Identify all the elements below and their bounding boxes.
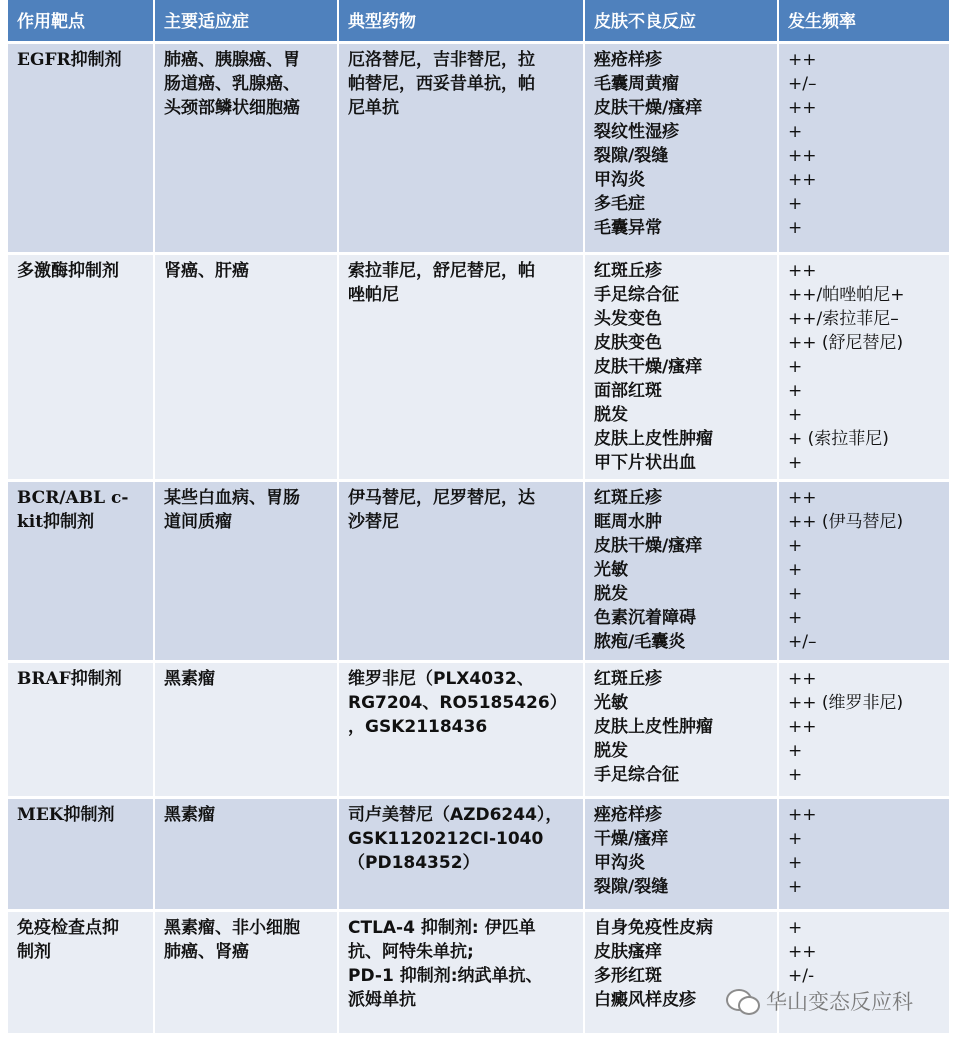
target-line: EGFR抑制剂	[17, 50, 122, 70]
frequency-cell	[779, 255, 949, 482]
reactions-line: 手足综合征	[594, 285, 679, 305]
indication-cell	[155, 663, 337, 799]
target-line: BCR/ABL c-	[17, 488, 129, 508]
target-line: BRAF抑制剂	[17, 669, 122, 689]
indication-cell	[155, 44, 337, 255]
frequency-line: ++ (伊马替尼)	[788, 512, 904, 532]
target-cell	[8, 663, 153, 799]
frequency-line: ++ (维罗非尼)	[788, 693, 904, 713]
indication-line: 某些白血病、胃肠	[164, 488, 300, 508]
frequency-line: +	[788, 918, 803, 938]
reactions-line: 皮肤瘙痒	[594, 942, 662, 962]
reactions-line: 面部红斑	[594, 381, 662, 401]
frequency-line: +	[788, 741, 803, 761]
frequency-line: +	[788, 584, 803, 604]
frequency-line: +	[788, 560, 803, 580]
frequency-line: +	[788, 765, 803, 785]
watermark-text: 华山变态反应科	[766, 990, 913, 1014]
drugs-cell	[339, 663, 583, 799]
drugs-line: 索拉菲尼，舒尼替尼，帕	[348, 261, 535, 281]
frequency-line: +	[788, 405, 803, 425]
header-reactions: 皮肤不良反应	[585, 0, 777, 44]
target-cell	[8, 799, 153, 912]
drugs-line: ，GSK2118436	[348, 717, 488, 737]
reactions-line: 毛囊异常	[594, 218, 662, 238]
indication-line: 黑素瘤、非小细胞	[164, 918, 300, 938]
frequency-line: +	[788, 608, 803, 628]
header-frequency: 发生频率	[779, 0, 949, 44]
reactions-line: 皮肤干燥/瘙痒	[594, 98, 703, 118]
frequency-line: +	[788, 829, 803, 849]
drugs-line: 司卢美替尼（AZD6244），	[348, 805, 563, 825]
reactions-line: 色素沉着障碍	[594, 608, 696, 628]
drugs-line: CTLA-4 抑制剂: 伊匹单	[348, 918, 536, 938]
reactions-line: 多形红斑	[594, 966, 662, 986]
frequency-cell	[779, 799, 949, 912]
frequency-cell	[779, 44, 949, 255]
table-row	[8, 44, 949, 255]
reactions-line: 甲沟炎	[594, 853, 645, 873]
frequency-line: ++/索拉菲尼–	[788, 309, 899, 329]
drugs-line: 维罗非尼（PLX4032、	[348, 669, 534, 689]
reactions-cell	[585, 799, 777, 912]
drugs-line: GSK1120212CI-1040	[348, 829, 544, 849]
frequency-line: ++	[788, 261, 817, 281]
header-row	[8, 0, 949, 44]
target-line: 免疫检查点抑	[17, 918, 119, 938]
target-line: MEK抑制剂	[17, 805, 115, 825]
reactions-cell	[585, 255, 777, 482]
frequency-line: +	[788, 877, 803, 897]
reactions-line: 干燥/瘙痒	[594, 829, 669, 849]
target-cell	[8, 255, 153, 482]
frequency-line: ++	[788, 98, 817, 118]
frequency-line: +	[788, 122, 803, 142]
indication-line: 肠道癌、乳腺癌、	[164, 74, 300, 94]
reactions-line: 多毛症	[594, 194, 645, 214]
reactions-line: 光敏	[594, 693, 628, 713]
reactions-line: 手足综合征	[594, 765, 679, 785]
indication-cell	[155, 912, 337, 1036]
drugs-cell	[339, 912, 583, 1036]
drugs-line: 唑帕尼	[348, 285, 399, 305]
reactions-line: 皮肤上皮性肿瘤	[594, 429, 713, 449]
drugs-line: 帕替尼，西妥昔单抗，帕	[348, 74, 535, 94]
reactions-line: 眶周水肿	[594, 512, 662, 532]
frequency-line: ++ (舒尼替尼)	[788, 333, 904, 353]
reactions-line: 皮肤干燥/瘙痒	[594, 536, 703, 556]
reactions-line: 脱发	[594, 741, 628, 761]
frequency-line: +/–	[788, 632, 817, 652]
indication-line: 黑素瘤	[164, 805, 215, 825]
indication-cell	[155, 482, 337, 663]
frequency-line: +/–	[788, 74, 817, 94]
wechat-logo-icon	[726, 987, 760, 1015]
reactions-line: 白癜风样皮疹	[594, 990, 696, 1010]
drugs-cell	[339, 482, 583, 663]
indication-line: 道间质瘤	[164, 512, 232, 532]
reactions-line: 裂纹性湿疹	[594, 122, 679, 142]
reactions-cell	[585, 912, 777, 1036]
reactions-line: 头发变色	[594, 309, 662, 329]
reactions-line: 皮肤干燥/瘙痒	[594, 357, 703, 377]
reactions-line: 甲下片状出血	[594, 453, 696, 473]
drugs-line: （PD184352）	[348, 853, 480, 873]
frequency-line: +	[788, 536, 803, 556]
reactions-line: 红斑丘疹	[594, 261, 662, 281]
frequency-line: +	[788, 357, 803, 377]
table-row	[8, 912, 949, 1036]
reactions-line: 光敏	[594, 560, 628, 580]
reactions-line: 脱发	[594, 405, 628, 425]
indication-line: 肾癌、肝癌	[164, 261, 249, 281]
reactions-cell	[585, 482, 777, 663]
indication-line: 肺癌、胰腺癌、胃	[164, 50, 300, 70]
drugs-cell	[339, 44, 583, 255]
reactions-line: 甲沟炎	[594, 170, 645, 190]
drugs-cell	[339, 799, 583, 912]
frequency-line: +	[788, 194, 803, 214]
header-drugs: 典型药物	[339, 0, 583, 44]
reactions-cell	[585, 44, 777, 255]
target-line: 多激酶抑制剂	[17, 261, 119, 281]
reactions-line: 皮肤上皮性肿瘤	[594, 717, 713, 737]
drugs-cell	[339, 255, 583, 482]
table-row	[8, 799, 949, 912]
drugs-line: PD-1 抑制剂:纳武单抗、	[348, 966, 543, 986]
reactions-line: 痤疮样疹	[594, 805, 662, 825]
reactions-line: 皮肤变色	[594, 333, 662, 353]
frequency-line: ++	[788, 170, 817, 190]
reactions-line: 裂隙/裂缝	[594, 877, 669, 897]
header-indication: 主要适应症	[155, 0, 337, 44]
drugs-line: 抗、阿特朱单抗;	[348, 942, 474, 962]
indication-cell	[155, 799, 337, 912]
frequency-line: ++	[788, 805, 817, 825]
drugs-line: 尼单抗	[348, 98, 399, 118]
frequency-line: + (索拉菲尼)	[788, 429, 889, 449]
drugs-line: 沙替尼	[348, 512, 399, 532]
indication-cell	[155, 255, 337, 482]
target-cell	[8, 482, 153, 663]
drugs-line: 伊马替尼，尼罗替尼，达	[348, 488, 535, 508]
target-line: 制剂	[17, 942, 51, 962]
frequency-line: ++	[788, 146, 817, 166]
frequency-line: ++	[788, 488, 817, 508]
indication-line: 肺癌、肾癌	[164, 942, 249, 962]
frequency-line: ++	[788, 669, 817, 689]
indication-line: 黑素瘤	[164, 669, 215, 689]
frequency-line: ++/帕唑帕尼+	[788, 285, 905, 305]
table-row	[8, 663, 949, 799]
frequency-line: +	[788, 853, 803, 873]
drugs-line: 厄洛替尼，吉非替尼，拉	[348, 50, 535, 70]
reactions-cell	[585, 663, 777, 799]
drugs-line: RG7204、RO5185426）	[348, 693, 567, 713]
frequency-line: +/-	[788, 966, 815, 986]
frequency-line: +	[788, 381, 803, 401]
drugs-line: 派姆单抗	[348, 990, 416, 1010]
frequency-line: +	[788, 218, 803, 238]
frequency-line: ++	[788, 942, 817, 962]
reactions-line: 裂隙/裂缝	[594, 146, 669, 166]
frequency-cell	[779, 663, 949, 799]
reactions-line: 自身免疫性皮病	[594, 918, 713, 938]
frequency-line: +	[788, 453, 803, 473]
frequency-line: ++	[788, 50, 817, 70]
target-cell	[8, 44, 153, 255]
adverse-reaction-table	[6, 0, 951, 1036]
watermark	[726, 986, 913, 1016]
target-cell	[8, 912, 153, 1036]
reactions-line: 脓疱/毛囊炎	[594, 632, 686, 652]
frequency-line: ++	[788, 717, 817, 737]
table-row	[8, 255, 949, 482]
reactions-line: 毛囊周黄瘤	[594, 74, 679, 94]
reactions-line: 红斑丘疹	[594, 669, 662, 689]
header-target: 作用靶点	[8, 0, 153, 44]
target-line: kit抑制剂	[17, 512, 95, 532]
indication-line: 头颈部鳞状细胞癌	[164, 98, 300, 118]
reactions-line: 脱发	[594, 584, 628, 604]
table-row	[8, 482, 949, 663]
frequency-cell	[779, 482, 949, 663]
reactions-line: 红斑丘疹	[594, 488, 662, 508]
reactions-line: 痤疮样疹	[594, 50, 662, 70]
frequency-cell	[779, 912, 949, 1036]
